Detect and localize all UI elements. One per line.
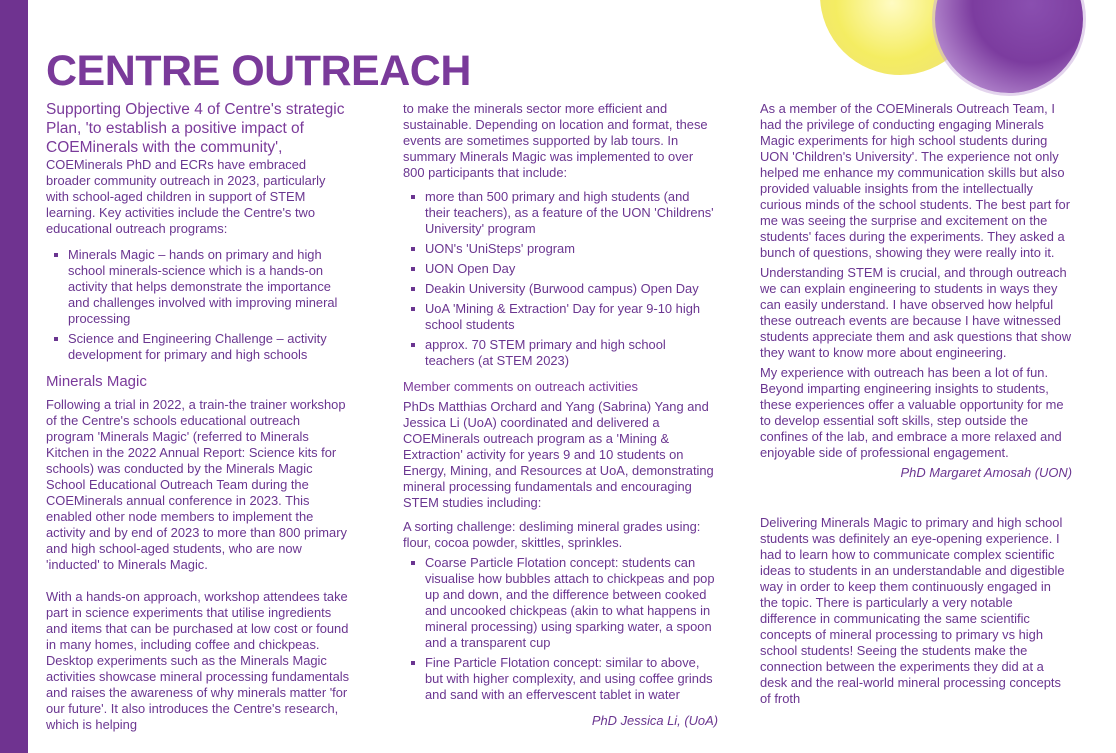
paragraph: to make the minerals sector more efficient and sustainable. Depending on location and format, these events are sometimes supported by lab tours. In summary Minerals Magic was implemented to over 800 participants that include: — [403, 101, 708, 180]
programs-list — [46, 247, 351, 363]
list-item: approx. 70 STEM primary and high school teachers (at STEM 2023) — [425, 337, 718, 369]
signature: PhD Margaret Amosah (UON) — [900, 465, 1072, 480]
paragraph: Delivering Minerals Magic to primary and high school students was definitely an eye-opening experience. I had to learn how to communicate complex scientific ideas to students in an understandable and digestible way in order to keep them continuously engaged in the topic. There is particularly a very notable difference in communicating the same scientific concepts of mineral processing to primary vs high school students! Seeing the students make the connection between the experiments they did at a desk and the real-world mineral processing concepts of froth — [760, 515, 1065, 706]
section-heading-member-comments: Member comments on outreach activities — [403, 379, 638, 394]
list-item: UON Open Day — [425, 261, 718, 277]
left-accent-bar — [0, 0, 28, 753]
page-title: CENTRE OUTREACH — [46, 47, 471, 95]
signature: PhD Jessica Li, (UoA) — [591, 713, 718, 728]
concepts-list — [403, 555, 718, 703]
paragraph: With a hands-on approach, workshop attendees take part in science experiments that utilise ingredients and items that can be purchased at low cost or found in many homes, including coffee and chickpeas. Desktop experiments such as the Minerals Magic activities showcase mineral processing fundamentals and raises the awareness of why minerals matter 'for our future'. It also introduces the Centre's research, which is helping — [46, 589, 350, 732]
list-item: Coarse Particle Flotation concept: students can visualise how bubbles attach to chickpeas and pop up and down, and the difference between cooked and uncooked chickpeas (akin to what happens in mineral processing) using sparking water, a spoon and a transparent cup — [425, 555, 718, 651]
decorative-purple-circle — [935, 0, 1083, 93]
lead-quote: Supporting Objective 4 of Centre's strategic Plan, 'to establish a positive impact of COEMinerals with the community', — [46, 101, 345, 156]
spacer — [760, 491, 1072, 515]
section-heading-minerals-magic: Minerals Magic — [46, 373, 147, 390]
intro-text: COEMinerals PhD and ECRs have embraced broader community outreach in 2023, particularly with school-aged children in support of STEM learning. Key activities include the Centre's two educational outreach programs: — [46, 157, 326, 236]
column-3 — [760, 101, 1072, 717]
paragraph: My experience with outreach has been a lot of fun. Beyond imparting engineering insights to students, these experiences offer a valuable opportunity for me to develop essential soft skills, step outside the confines of the lab, and embrace a more relaxed and enjoyable side of professional engagement. — [760, 365, 1064, 460]
list-item: Minerals Magic – hands on primary and high school minerals-science which is a hands-on activity that helps demonstrate the importance and challenges involved with improving mineral processing — [68, 247, 351, 327]
list-item: UON's 'UniSteps' program — [425, 241, 718, 257]
column-2 — [403, 101, 718, 739]
paragraph: Following a trial in 2022, a train-the trainer workshop of the Centre's schools educational outreach program 'Minerals Magic' (referred to Minerals Kitchen in the 2022 Annual Report: Science kits for schools) was conducted by the Minerals Magic School Educational Outreach Team during the COEMinerals annual conference in 2023. This enabled other node members to implement the activity and by end of 2023 to more than 800 primary and high school-aged students, who are now 'inducted' to Minerals Magic. — [46, 397, 347, 572]
list-item: Science and Engineering Challenge – activity development for primary and high schools — [68, 331, 351, 363]
paragraph: As a member of the COEMinerals Outreach Team, I had the privilege of conducting engaging Minerals Magic experiments for high school students during UON 'Children's University'. The experience not only helped me enhance my communication skills but also provided valuable insights from the intellectually curious minds of the school students. The best part for me was seeing the surprise and excitement on the students' faces during the experiments. They asked a bunch of questions, showing they were really into it. — [760, 101, 1071, 260]
paragraph: A sorting challenge: desliming mineral grades using: flour, cocoa powder, skittles, sprinkles. — [403, 519, 701, 550]
list-item: more than 500 primary and high students (and their teachers), as a feature of the UON 'Childrens' University' program — [425, 189, 718, 237]
list-item: UoA 'Mining & Extraction' Day for year 9-10 high school students — [425, 301, 718, 333]
intro-paragraph — [46, 100, 351, 237]
paragraph: Understanding STEM is crucial, and through outreach we can explain engineering to students in ways they can easily understand. I have observed how helpful these outreach events are because I have witnessed students appreciate them and ask questions that show they want to know more about engineering. — [760, 265, 1071, 360]
participants-list — [403, 189, 718, 369]
list-item: Fine Particle Flotation concept: similar to above, but with higher complexity, and using coffee grinds and sand with an effervescent tablet in water — [425, 655, 718, 703]
paragraph: PhDs Matthias Orchard and Yang (Sabrina) Yang and Jessica Li (UoA) coordinated and delivered a COEMinerals outreach program as a 'Mining & Extraction' activity for years 9 and 10 students on Energy, Mining, and Resources at UoA, demonstrating mineral processing fundamentals and encouraging STEM studies including: — [403, 399, 714, 510]
list-item: Deakin University (Burwood campus) Open Day — [425, 281, 718, 297]
column-1 — [46, 100, 351, 743]
